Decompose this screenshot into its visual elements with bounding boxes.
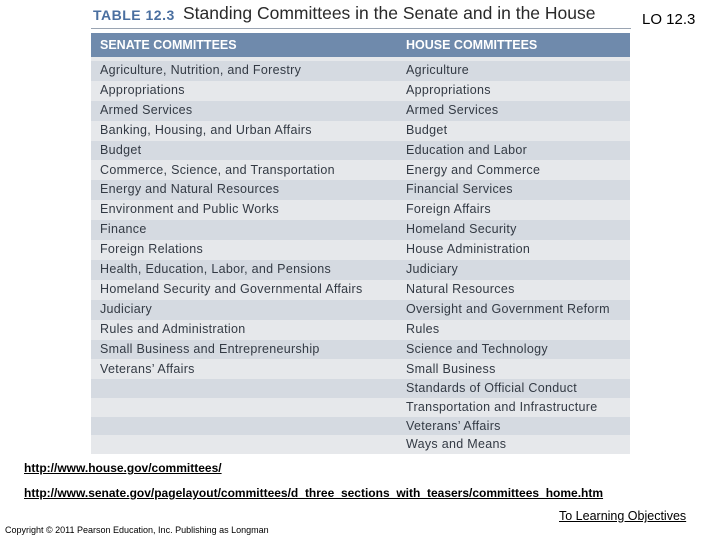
table-row xyxy=(91,61,630,81)
senate-committees-link[interactable]: http://www.senate.gov/pagelayout/committees/d_three_sections_with_teasers/committees_home.htm xyxy=(24,486,604,500)
house-committee-cell: Education and Labor xyxy=(406,142,528,157)
table-number: TABLE 12.3 xyxy=(93,7,175,23)
table-row xyxy=(91,81,630,101)
house-committee-cell: Science and Technology xyxy=(406,341,548,356)
lo-label: LO 12.3 xyxy=(642,11,696,28)
house-committee-cell: Armed Services xyxy=(406,102,499,117)
table-header xyxy=(91,33,630,57)
table-row xyxy=(91,260,630,280)
house-committee-cell: House Administration xyxy=(406,242,531,257)
house-committee-cell: Transportation and Infrastructure xyxy=(406,400,598,414)
table-row xyxy=(91,280,630,300)
senate-committee-cell: Foreign Relations xyxy=(100,242,204,257)
table-row xyxy=(91,240,630,260)
house-committee-cell: Rules xyxy=(406,321,440,336)
table-row xyxy=(91,220,630,240)
senate-committee-cell: Commerce, Science, and Transportation xyxy=(100,162,335,177)
table-row xyxy=(91,417,630,436)
table-row xyxy=(91,161,630,181)
table-row xyxy=(91,360,630,380)
house-committee-cell: Appropriations xyxy=(406,82,491,97)
table-row xyxy=(91,180,630,200)
senate-committee-cell: Judiciary xyxy=(100,301,153,316)
senate-committee-cell: Homeland Security and Governmental Affairs xyxy=(100,281,363,296)
house-header: HOUSE COMMITTEES xyxy=(406,38,538,52)
learning-objectives-link[interactable]: To Learning Objectives xyxy=(559,509,687,523)
senate-committee-cell: Banking, Housing, and Urban Affairs xyxy=(100,122,312,137)
senate-committee-cell: Health, Education, Labor, and Pensions xyxy=(100,262,331,276)
table-row xyxy=(91,300,630,320)
table-row xyxy=(91,340,630,360)
table-row xyxy=(91,141,630,161)
committees-table xyxy=(91,33,630,454)
table-row xyxy=(91,379,630,398)
house-committee-cell: Foreign Affairs xyxy=(406,202,491,217)
table-row xyxy=(91,121,630,141)
house-committee-cell: Financial Services xyxy=(406,182,513,197)
senate-committee-cell: Agriculture, Nutrition, and Forestry xyxy=(100,63,302,77)
senate-committee-cell: Small Business and Entrepreneurship xyxy=(100,341,320,356)
senate-committee-cell: Rules and Administration xyxy=(100,321,246,336)
house-committee-cell: Small Business xyxy=(406,361,496,376)
senate-committee-cell: Budget xyxy=(100,142,142,157)
house-committees-link[interactable]: http://www.house.gov/committees/ xyxy=(24,461,222,475)
table-row xyxy=(91,398,630,417)
senate-committee-cell: Appropriations xyxy=(100,82,185,97)
table-title: Standing Committees in the Senate and in the House xyxy=(183,3,596,23)
house-committee-cell: Oversight and Government Reform xyxy=(406,301,610,316)
house-committee-cell: Ways and Means xyxy=(406,437,507,452)
table-title-bar xyxy=(91,2,631,29)
house-committee-cell: Standards of Official Conduct xyxy=(406,381,578,396)
house-committee-cell: Veterans’ Affairs xyxy=(406,418,501,433)
senate-committee-cell: Environment and Public Works xyxy=(100,202,280,217)
house-committee-cell: Natural Resources xyxy=(406,281,515,296)
house-committee-cell: Judiciary xyxy=(406,262,459,276)
senate-committee-cell: Energy and Natural Resources xyxy=(100,182,280,197)
house-committee-cell: Homeland Security xyxy=(406,222,517,237)
senate-committee-cell: Armed Services xyxy=(100,102,193,117)
house-committee-cell: Energy and Commerce xyxy=(406,162,541,177)
table-row xyxy=(91,320,630,340)
house-committee-cell: Agriculture xyxy=(406,63,470,77)
senate-header: SENATE COMMITTEES xyxy=(100,38,237,52)
table-row xyxy=(91,435,630,454)
table-row xyxy=(91,101,630,121)
senate-committee-cell: Veterans’ Affairs xyxy=(100,361,195,376)
house-committee-cell: Budget xyxy=(406,122,448,137)
table-row xyxy=(91,200,630,220)
copyright-notice: Copyright © 2011 Pearson Education, Inc. Publishing as Longman xyxy=(5,525,269,535)
senate-committee-cell: Finance xyxy=(100,222,147,237)
